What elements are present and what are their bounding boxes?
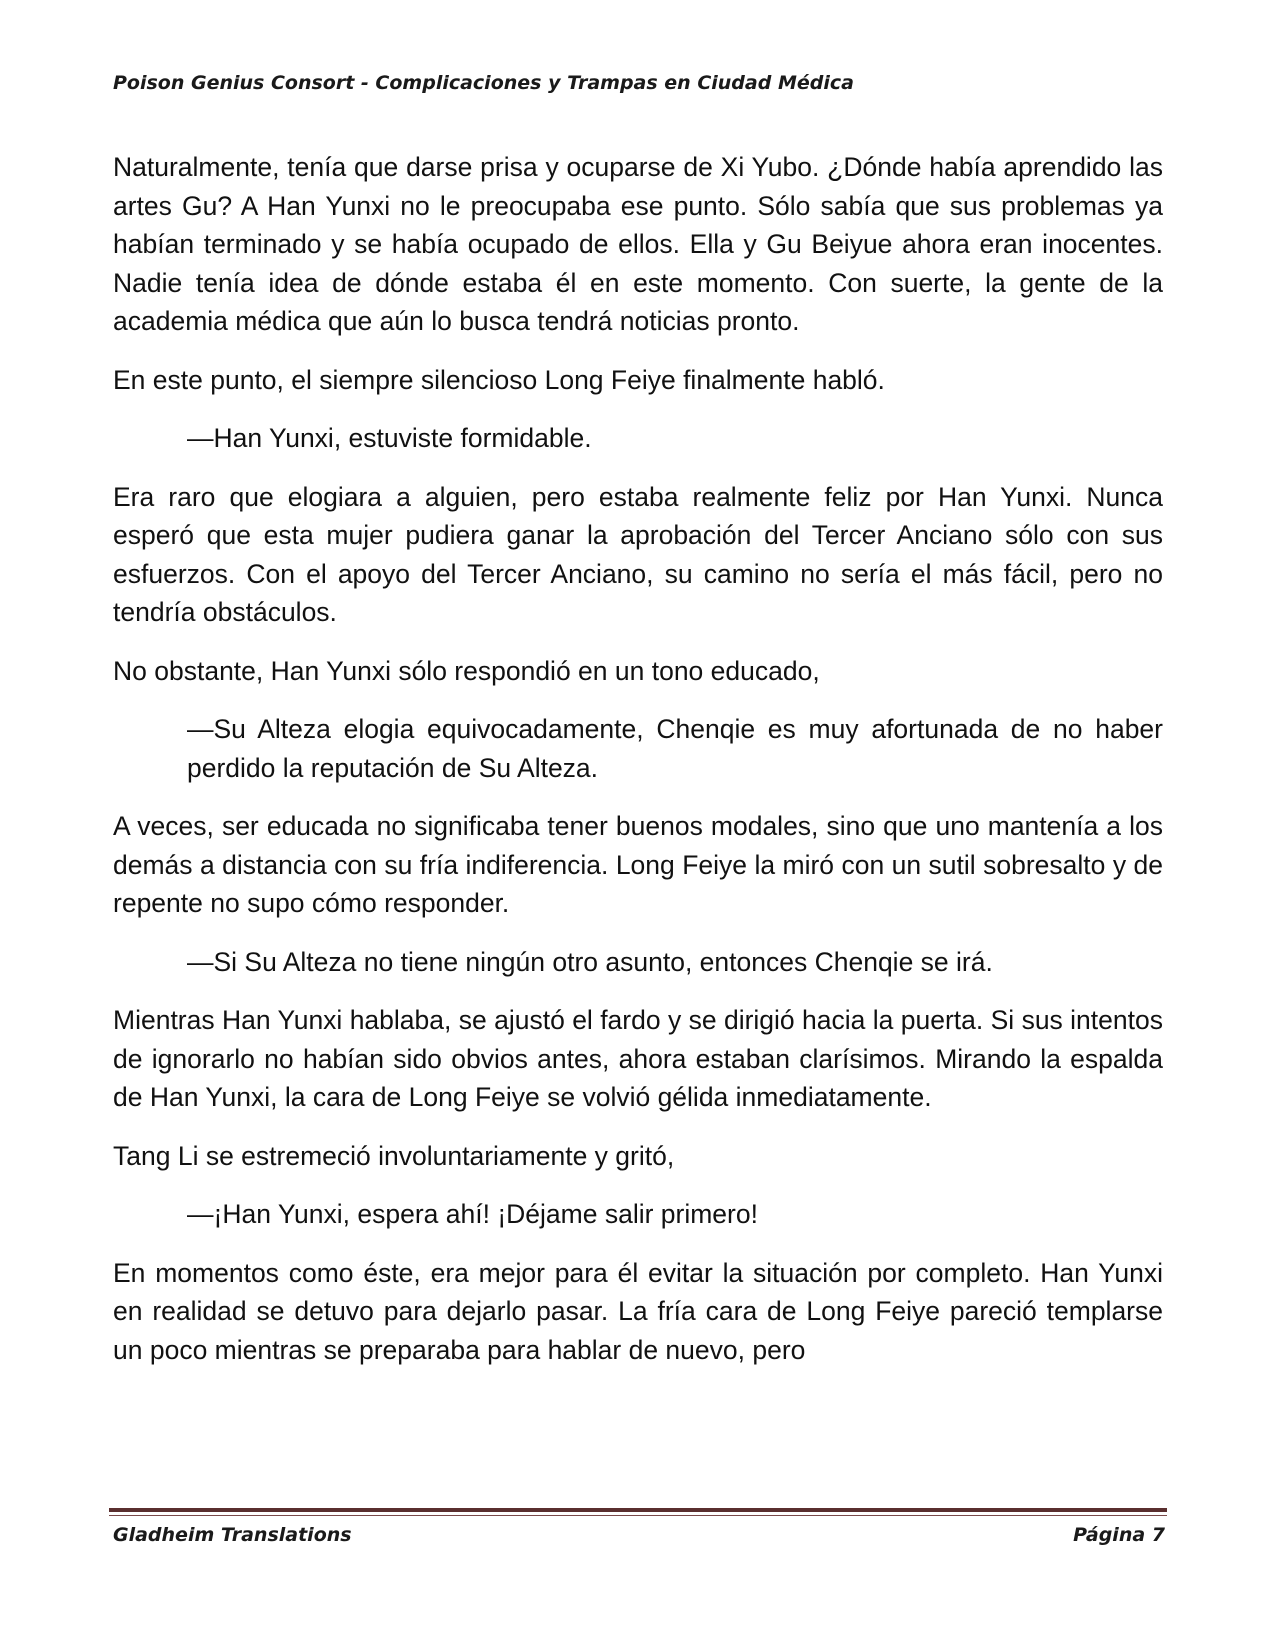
page-header-title: Poison Genius Consort - Complicaciones y Trampas en Ciudad Médica: [113, 72, 854, 94]
footer-page-number: Página 7: [1073, 1524, 1165, 1546]
footer-divider-thin: [109, 1515, 1167, 1516]
paragraph: En momentos como éste, era mejor para él evitar la situación por completo. Han Yunxi en realidad se detuvo para dejarlo pasar. La fría cara de Long Feiye pareció templarse un poco mientras se preparaba para hablar de nuevo, pero: [113, 1257, 1163, 1365]
paragraph: Tang Li se estremeció involuntariamente y gritó,: [113, 1140, 675, 1171]
paragraph: No obstante, Han Yunxi sólo respondió en un tono educado,: [113, 655, 820, 686]
dialogue-line: —¡Han Yunxi, espera ahí! ¡Déjame salir primero!: [187, 1199, 758, 1229]
paragraph: A veces, ser educada no significaba tener buenos modales, sino que uno mantenía a los demás a distancia con su fría indiferencia. Long Feiye la miró con un sutil sobresalto y de repente no supo cómo responder.: [113, 811, 1163, 918]
paragraph: Mientras Han Yunxi hablaba, se ajustó el fardo y se dirigió hacia la puerta. Si sus intentos de ignorarlo no habían sido obvios antes, ahora estaban clarísimos. Mirando la espalda de Han Yunxi, la cara de Long Feiye se volvió gélida inmediatamente.: [113, 1005, 1163, 1112]
paragraph: En este punto, el siempre silencioso Long Feiye finalmente habló.: [113, 364, 885, 395]
paragraph: Era raro que elogiara a alguien, pero estaba realmente feliz por Han Yunxi. Nunca esperó que esta mujer pudiera ganar la aprobación del Tercer Anciano sólo con sus esfuerzos. Con el apoyo del Tercer Anciano, su camino no sería el más fácil, pero no tendría obstáculos.: [113, 481, 1163, 627]
footer-publisher: Gladheim Translations: [113, 1524, 352, 1546]
dialogue-line: —Su Alteza elogia equivocadamente, Chenqie es muy afortunada de no haber perdido la reputación de Su Alteza.: [187, 714, 1163, 783]
footer-divider: [109, 1508, 1167, 1512]
dialogue-line: —Si Su Alteza no tiene ningún otro asunto, entonces Chenqie se irá.: [187, 946, 993, 977]
document-body: [113, 148, 1163, 1389]
paragraph: Naturalmente, tenía que darse prisa y ocuparse de Xi Yubo. ¿Dónde había aprendido las artes Gu? A Han Yunxi no le preocupaba ese punto. Sólo sabía que sus problemas ya habían terminado y se había ocupado de ellos. Ella y Gu Beiyue ahora eran inocentes. Nadie tenía idea de dónde estaba él en este momento. Con suerte, la gente de la academia médica que aún lo busca tendrá noticias pronto.: [113, 152, 1163, 336]
dialogue-line: —Han Yunxi, estuviste formidable.: [187, 423, 592, 453]
